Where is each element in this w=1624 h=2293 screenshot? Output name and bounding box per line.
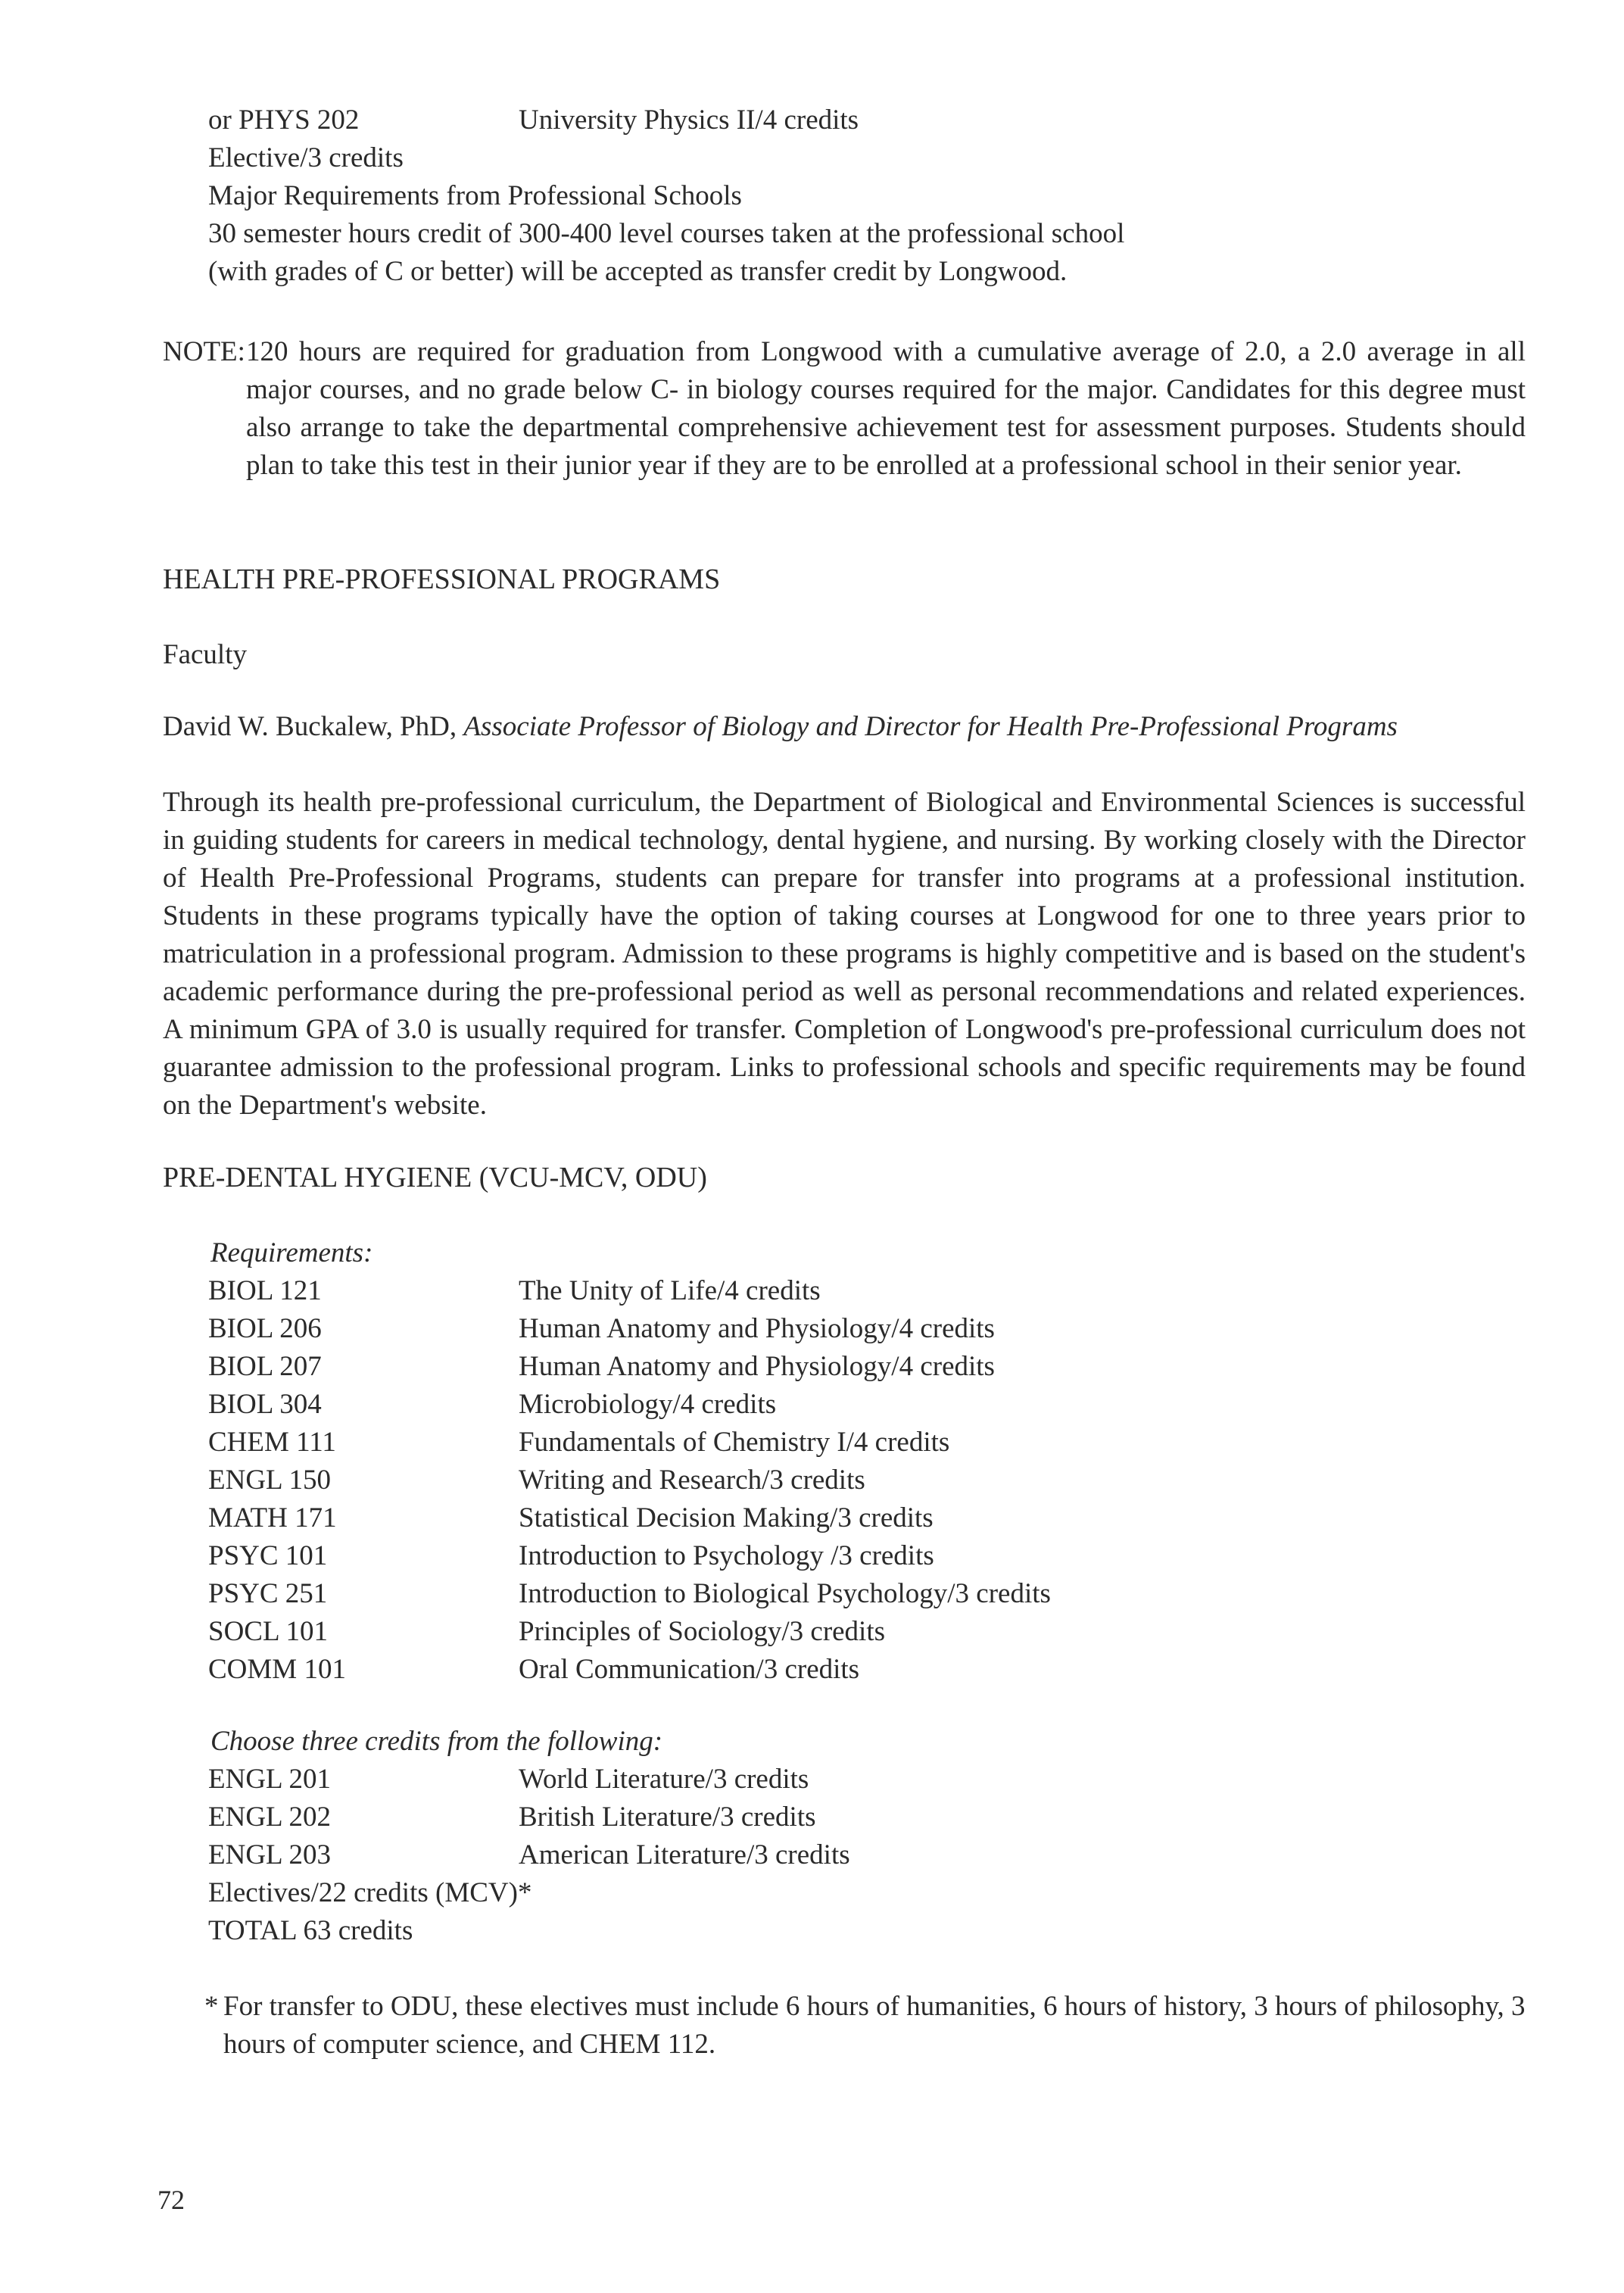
course-title: Introduction to Psychology /3 credits xyxy=(519,1540,934,1571)
electives-line: Electives/22 credits (MCV)* xyxy=(208,1877,532,1908)
course-title: Human Anatomy and Physiology/4 credits xyxy=(519,1351,995,1382)
course-title: American Literature/3 credits xyxy=(519,1839,850,1870)
program-description xyxy=(163,784,1526,1125)
table-row xyxy=(208,1424,1051,1462)
course-title: Principles of Sociology/3 credits xyxy=(519,1616,886,1647)
footnote-marker: * xyxy=(204,1991,219,2022)
faculty-member xyxy=(163,708,1398,746)
table-row xyxy=(208,1462,1051,1499)
faculty-name: David W. Buckalew, PhD, xyxy=(163,711,464,742)
course-code: BIOL 207 xyxy=(208,1351,322,1382)
table-row xyxy=(208,1537,1051,1575)
table-row xyxy=(208,1613,1051,1651)
requirements-table xyxy=(208,1272,1051,1689)
course-title: World Literature/3 credits xyxy=(519,1764,809,1795)
requirements-caption: Requirements: xyxy=(210,1237,373,1268)
course-code: or PHYS 202 xyxy=(208,105,360,136)
semester-hours-line: 30 semester hours credit of 300-400 level courses taken at the professional school xyxy=(208,218,1125,249)
choices-table xyxy=(208,1761,850,1874)
previous-section-continuation xyxy=(208,101,1124,291)
table-row xyxy=(208,1651,1051,1689)
table-row xyxy=(208,1348,1051,1386)
course-title: Writing and Research/3 credits xyxy=(519,1465,865,1496)
course-title: Human Anatomy and Physiology/4 credits xyxy=(519,1313,995,1344)
table-row xyxy=(208,1799,850,1836)
elective-line: Elective/3 credits xyxy=(208,142,404,173)
course-code: PSYC 251 xyxy=(208,1578,328,1609)
course-title: Microbiology/4 credits xyxy=(519,1389,777,1420)
footnote xyxy=(204,1988,1526,2064)
table-row xyxy=(208,1272,1051,1310)
grades-line: (with grades of C or better) will be accepted as transfer credit by Longwood. xyxy=(208,256,1068,287)
summary-lines xyxy=(208,1874,531,1950)
total-line: TOTAL 63 credits xyxy=(208,1915,413,1946)
table-row xyxy=(208,1761,850,1799)
choose-caption: Choose three credits from the following: xyxy=(210,1726,663,1757)
pre-dental-heading: PRE-DENTAL HYGIENE (VCU-MCV, ODU) xyxy=(163,1162,707,1193)
table-row xyxy=(208,1575,1051,1613)
course-title: British Literature/3 credits xyxy=(519,1802,816,1833)
note-label: NOTE: xyxy=(163,336,245,367)
course-title: The Unity of Life/4 credits xyxy=(519,1275,821,1306)
table-row xyxy=(208,1310,1051,1348)
course-title: Oral Communication/3 credits xyxy=(519,1654,860,1685)
table-row xyxy=(208,1836,850,1874)
course-code: CHEM 111 xyxy=(208,1427,336,1458)
course-title: Statistical Decision Making/3 credits xyxy=(519,1502,934,1533)
graduation-note xyxy=(163,333,1526,485)
course-row-phys-202 xyxy=(208,101,1124,139)
course-code: BIOL 304 xyxy=(208,1389,322,1420)
course-code: MATH 171 xyxy=(208,1502,337,1533)
course-code: BIOL 206 xyxy=(208,1313,322,1344)
course-title: University Physics II/4 credits xyxy=(519,105,859,136)
course-code: ENGL 150 xyxy=(208,1465,332,1496)
course-code: ENGL 203 xyxy=(208,1839,332,1870)
course-title: Introduction to Biological Psychology/3 credits xyxy=(519,1578,1051,1609)
course-code: BIOL 121 xyxy=(208,1275,322,1306)
section-heading: HEALTH PRE-PROFESSIONAL PROGRAMS xyxy=(163,563,721,595)
footnote-text: For transfer to ODU, these electives must include 6 hours of humanities, 6 hours of history, 3 hours of philosophy, 3 hours of computer science, and CHEM 112. xyxy=(223,1991,1526,2060)
faculty-title: Faculty xyxy=(163,639,247,670)
course-code: COMM 101 xyxy=(208,1654,346,1685)
course-code: PSYC 101 xyxy=(208,1540,328,1571)
note-text: 120 hours are required for graduation from Longwood with a cumulative average of 2.0, a 2.0 average in all major courses, and no grade below C- in biology courses required for the major. Candidates for this degree must also arrange to take the departmental comprehensive achievement test for assessment purposes. Students should plan to take this test in their junior year if they are to be enrolled at a professional school in their senior year. xyxy=(246,336,1526,481)
major-requirements-line: Major Requirements from Professional Schools xyxy=(208,180,742,211)
course-code: ENGL 201 xyxy=(208,1764,332,1795)
table-row xyxy=(208,1386,1051,1424)
course-code: SOCL 101 xyxy=(208,1616,328,1647)
course-code: ENGL 202 xyxy=(208,1802,332,1833)
course-title: Fundamentals of Chemistry I/4 credits xyxy=(519,1427,950,1458)
page-number: 72 xyxy=(157,2185,185,2215)
faculty-position: Associate Professor of Biology and Director for Health Pre-Professional Programs xyxy=(463,711,1398,742)
program-description-text: Through its health pre-professional curriculum, the Department of Biological and Environmental Sciences is successful in guiding students for careers in medical technology, dental hygiene, and nursing. By working closely with the Director of Health Pre-Professional Programs, students can prepare for transfer into programs at a professional institution. Students in these programs typically have the option of taking courses at Longwood for one to three years prior to matriculation in a professional program. Admission to these programs is highly competitive and is based on the student's academic performance during the pre-professional period as well as personal recommendations and related experiences. A minimum GPA of 3.0 is usually required for transfer. Completion of Longwood's pre-professional curriculum does not guarantee admission to the professional program. Links to professional schools and specific requirements may be found on the Department's website. xyxy=(163,787,1526,1121)
table-row xyxy=(208,1499,1051,1537)
